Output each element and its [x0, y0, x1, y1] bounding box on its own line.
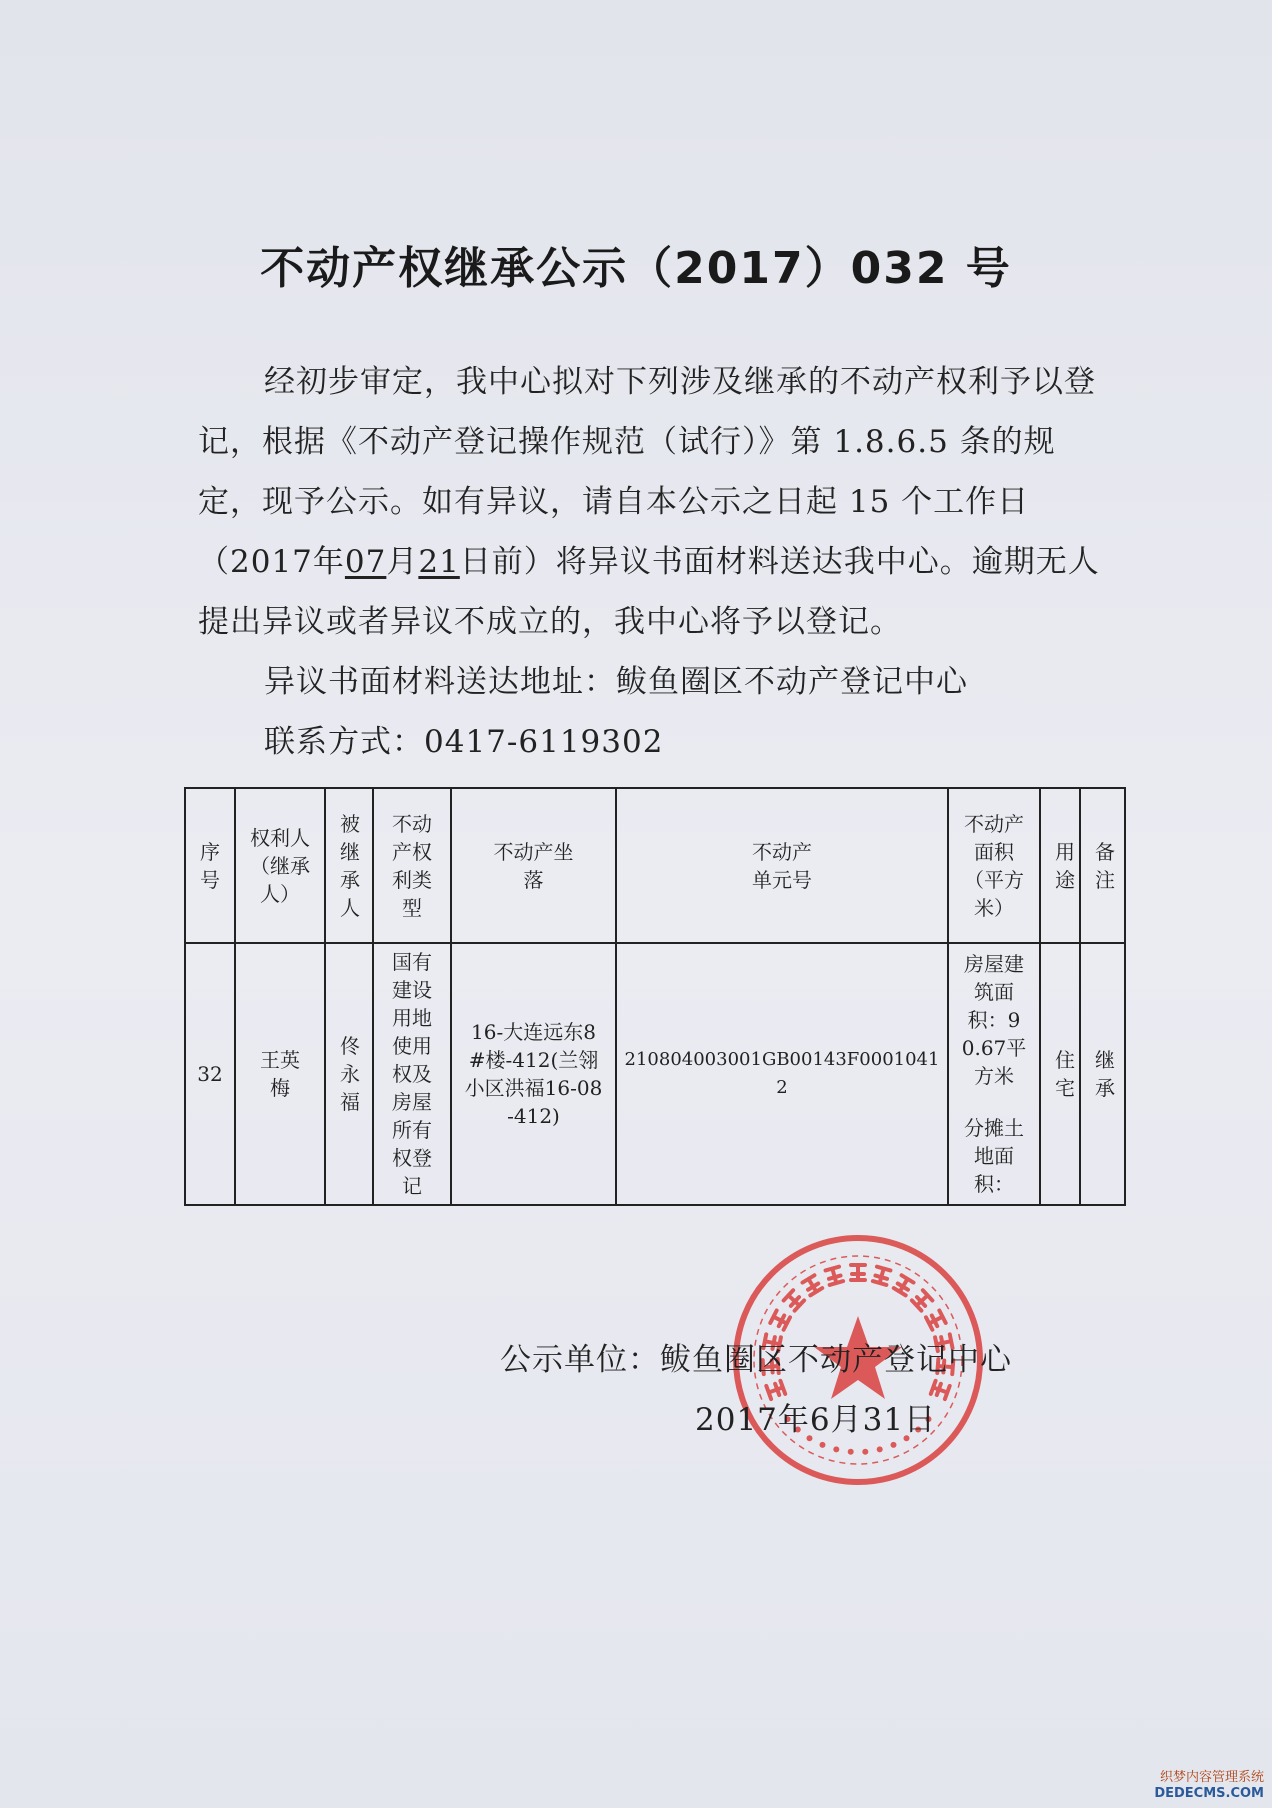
- site-watermark: [1154, 1770, 1264, 1802]
- header-area: 不动产面积（平方米）: [948, 788, 1040, 943]
- header-remark: 备注: [1080, 788, 1125, 943]
- watermark-cn: 织梦内容管理系统: [1159, 1770, 1264, 1785]
- publishing-unit: 公示单位：鲅鱼圈区不动产登记中心: [500, 1342, 1012, 1378]
- header-seq: 序号: [185, 788, 235, 943]
- header-holder: 权利人（继承人）: [235, 788, 325, 943]
- area-land: 分摊土地面积：: [964, 1116, 1024, 1196]
- header-decedent: 被继承人: [325, 788, 373, 943]
- cell-decedent: 佟永福: [325, 943, 373, 1205]
- deadline-day: 21: [418, 544, 460, 580]
- cell-holder: 王英梅: [235, 943, 325, 1205]
- intro-paragraph: [198, 352, 1108, 652]
- deadline-month: 07: [344, 544, 387, 580]
- cell-unit-no: 210804003001GB00143F00010412: [616, 943, 948, 1205]
- table-header-row: [185, 788, 1125, 943]
- area-building: 房屋建筑面积：90.67平方米: [961, 952, 1027, 1088]
- cell-right-type: 国有建设用地使用权及房屋所有权登记: [373, 943, 451, 1205]
- notice-body: [198, 352, 1108, 772]
- intro-text-part3: 日前）将异议书面材料送达我中心。逾期无人提出异议或者异议不成立的，我中心将予以登记。: [198, 544, 1100, 640]
- header-right-type: 不动产权利类型: [373, 788, 451, 943]
- cell-remark: 继承: [1080, 943, 1125, 1205]
- header-use: 用途: [1040, 788, 1080, 943]
- footer-block: [500, 1330, 1012, 1450]
- registration-table: [184, 787, 1126, 1206]
- cell-use: 住宅: [1040, 943, 1080, 1205]
- cell-location: 16-大连远东8#楼-412(兰翎小区洪福16-08-412): [451, 943, 616, 1205]
- header-location: 不动产坐落: [451, 788, 616, 943]
- watermark-en: DEDECMS.COM: [1154, 1786, 1264, 1801]
- publish-date: 2017年6月31日: [695, 1402, 937, 1438]
- cell-seq: 32: [185, 943, 235, 1205]
- intro-text-part2: 月: [386, 544, 419, 580]
- address-line: 异议书面材料送达地址：鲅鱼圈区不动产登记中心: [264, 664, 968, 700]
- contact-line: 联系方式：0417-6119302: [264, 724, 664, 760]
- header-unit-no: 不动产单元号: [616, 788, 948, 943]
- cell-area: [948, 943, 1040, 1205]
- intro-text-part1: 经初步审定，我中心拟对下列涉及继承的不动产权利予以登记，根据《不动产登记操作规范（试行）》第 1.8.6.5 条的规定，现予公示。如有异议，请自本公示之日起 15 个工作日（2017年: [198, 364, 1096, 580]
- table-row: [185, 943, 1125, 1205]
- notice-title: 不动产权继承公示（2017）032 号: [260, 243, 1012, 294]
